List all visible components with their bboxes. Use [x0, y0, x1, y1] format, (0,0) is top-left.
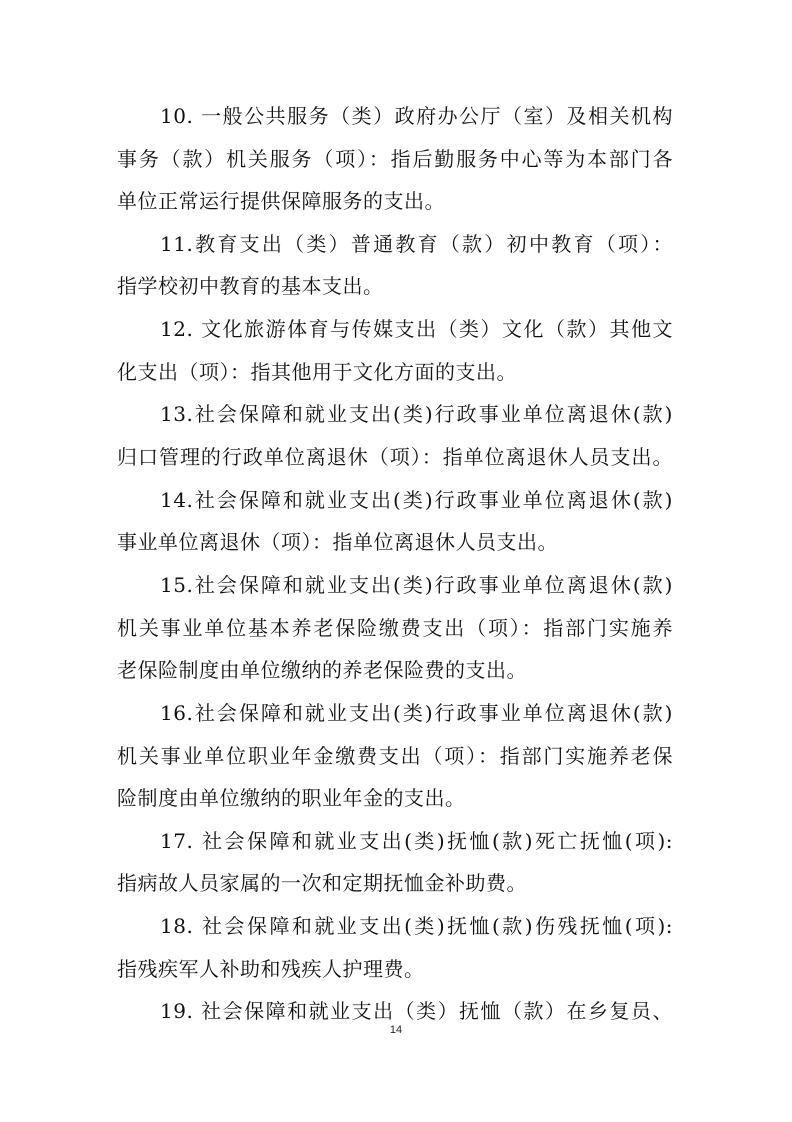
paragraph-12-line-2: 化支出（项）：指其他用于文化方面的支出。 [117, 360, 517, 384]
paragraph-15-line-3: 老保险制度由单位缴纳的养老保险费的支出。 [117, 658, 527, 682]
paragraph-18-line-2: 指残疾军人补助和残疾人护理费。 [117, 957, 425, 981]
paragraph-13-line-1: 13.社会保障和就业支出(类)行政事业单位离退休(款) [160, 402, 673, 426]
paragraph-14-line-1: 14.社会保障和就业支出(类)行政事业单位离退休(款) [160, 488, 673, 512]
paragraph-17-line-1: 17. 社会保障和就业支出(类)抚恤(款)死亡抚恤(项): [160, 829, 673, 853]
paragraph-15-line-1: 15.社会保障和就业支出(类)行政事业单位离退休(款) [160, 573, 673, 597]
paragraph-10-line-1: 10. 一般公共服务（类）政府办公厅（室）及相关机构 [160, 104, 673, 128]
paragraph-17-line-2: 指病故人员家属的一次和定期抚恤金补助费。 [117, 871, 527, 895]
paragraph-15-line-2: 机关事业单位基本养老保险缴费支出（项）：指部门实施养 [117, 616, 673, 640]
paragraph-14-line-2: 事业单位离退休（项）：指单位离退休人员支出。 [117, 530, 558, 554]
paragraph-19-line-1: 19. 社会保障和就业支出（类）抚恤（款）在乡复员、 [160, 999, 673, 1023]
paragraph-11-line-2: 指学校初中教育的基本支出。 [117, 274, 384, 298]
paragraph-18-line-1: 18. 社会保障和就业支出(类)抚恤(款)伤残抚恤(项): [160, 914, 673, 938]
paragraph-16-line-1: 16.社会保障和就业支出(类)行政事业单位离退休(款) [160, 701, 673, 725]
paragraph-10-line-3: 单位正常运行提供保障服务的支出。 [117, 189, 445, 213]
paragraph-13-line-2: 归口管理的行政单位离退休（项）：指单位离退休人员支出。 [117, 445, 673, 469]
paragraph-10-line-2: 事务（款）机关服务（项）：指后勤服务中心等为本部门各 [117, 147, 673, 171]
page-number: 14 [389, 1024, 403, 1036]
paragraph-16-line-2: 机关事业单位职业年金缴费支出（项）：指部门实施养老保 [117, 744, 673, 768]
paragraph-16-line-3: 险制度由单位缴纳的职业年金的支出。 [117, 786, 466, 810]
paragraph-12-line-1: 12. 文化旅游体育与传媒支出（类）文化（款）其他文 [160, 317, 673, 341]
paragraph-11-line-1: 11.教育支出（类）普通教育（款）初中教育（项）： [160, 232, 673, 256]
